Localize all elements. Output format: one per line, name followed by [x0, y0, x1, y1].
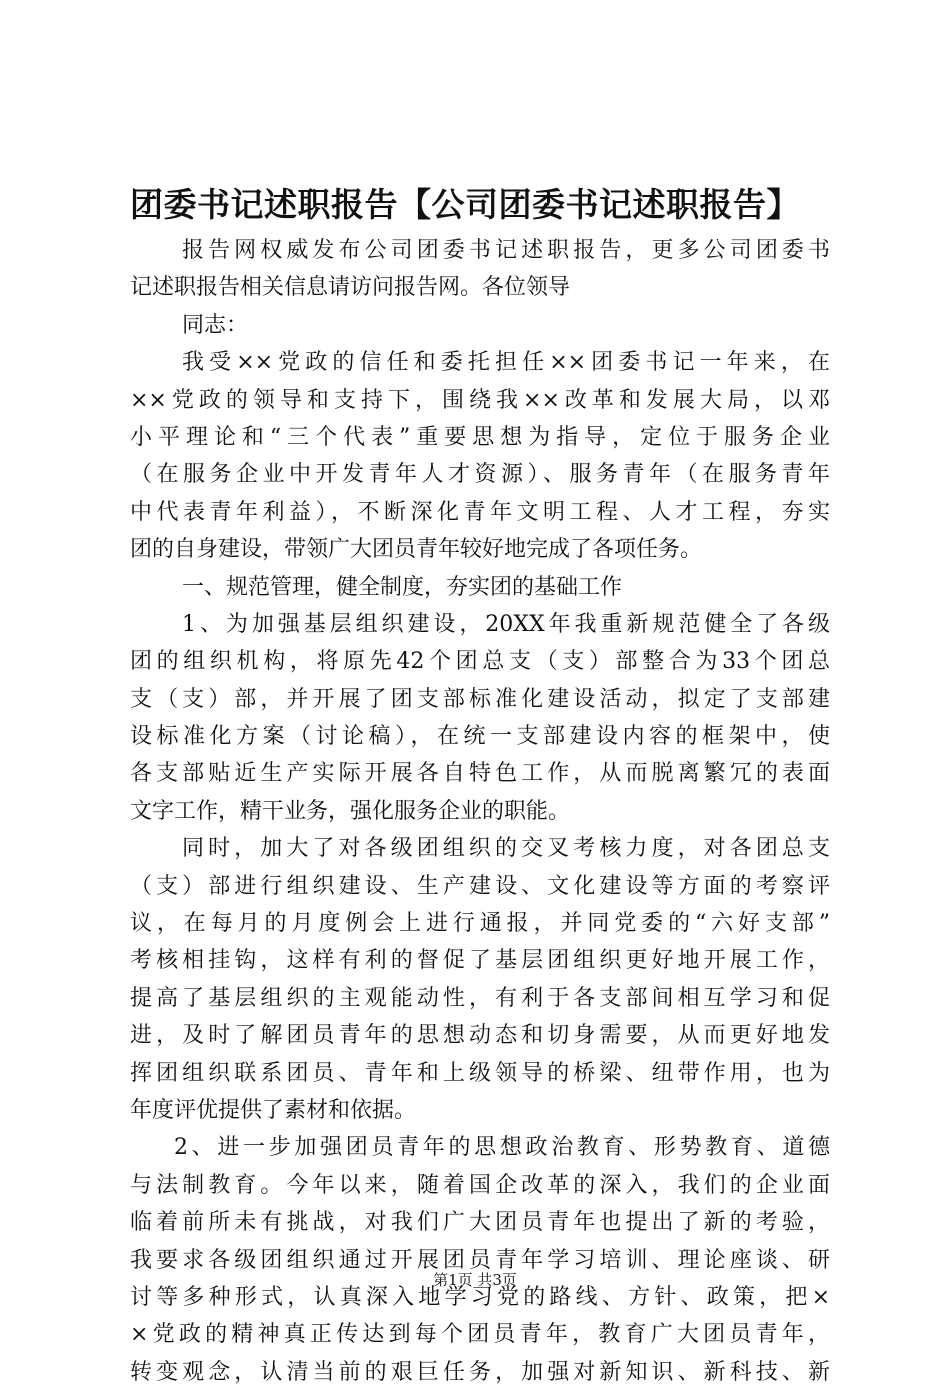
text-line: 我要求各级团组织通过开展团员青年学习培训、理论座谈、研 — [130, 1247, 830, 1273]
text-line: 挥团组织联系团员、青年和上级领导的桥梁、纽带作用，也为 — [130, 1060, 830, 1086]
text-line: 中代表青年利益），不断深化青年文明工程、人才工程，夯实 — [130, 499, 830, 525]
text-line: 提高了基层组织的主观能动性，有利于各支部间相互学习和促 — [130, 985, 830, 1011]
text-line: 我受××党政的信任和委托担任××团委书记一年来，在 — [182, 350, 830, 376]
text-line: 进，及时了解团员青年的思想动态和切身需要，从而更好地发 — [130, 1023, 830, 1049]
text-line: 与法制教育。今年以来，随着国企改革的深入，我们的企业面 — [130, 1172, 830, 1198]
text-line: 报告网权威发布公司团委书记述职报告，更多公司团委书 — [182, 238, 830, 263]
text-line: 支（支）部，并开展了团支部标准化建设活动，拟定了支部建 — [130, 686, 830, 712]
text-line: 同志： — [182, 312, 249, 338]
document-title: 团委书记述职报告【公司团委书记述职报告】 — [130, 185, 800, 224]
text-line: 文字工作，精干业务，强化服务企业的职能。 — [130, 798, 571, 824]
text-line: 设标准化方案（讨论稿），在统一支部建设内容的框架中，使 — [130, 724, 830, 750]
document-body — [130, 232, 830, 1391]
text-line: （在服务企业中开发青年人才资源）、服务青年（在服务青年 — [130, 462, 830, 488]
text-line: 考核相挂钩，这样有利的督促了基层团组织更好地开展工作， — [130, 948, 830, 974]
text-line: 团的自身建设，带领广大团员青年较好地完成了各项任务。 — [130, 537, 703, 563]
text-line: 团的组织机构，将原先42个团总支（支）部整合为33个团总 — [130, 649, 830, 675]
text-line: 临着前所未有挑战，对我们广大团员青年也提出了新的考验， — [130, 1210, 830, 1236]
text-line: 同时，加大了对各级团组织的交叉考核力度，对各团总支 — [182, 836, 830, 862]
page-footer: 第1页 共3页 — [433, 1271, 517, 1289]
text-line: 记述职报告相关信息请访问报告网。各位领导 — [130, 275, 571, 301]
text-line: 讨等多种形式，认真深入地学习党的路线、方针、政策，把× — [130, 1284, 830, 1310]
text-line: （支）部进行组织建设、生产建设、文化建设等方面的考察评 — [130, 873, 830, 899]
text-line: 2、进一步加强团员青年的思想政治教育、形势教育、道德 — [174, 1135, 830, 1161]
text-line: 各支部贴近生产实际开展各自特色工作，从而脱离繁冗的表面 — [130, 761, 830, 787]
text-line: 1、为加强基层组织建设，20XX年我重新规范健全了各级 — [182, 611, 830, 637]
text-line: 年度评优提供了素材和依据。 — [130, 1097, 417, 1123]
text-line: ×党政的精神真正传达到每个团员青年，教育广大团员青年， — [130, 1322, 830, 1348]
text-line: 转变观念，认清当前的艰巨任务，加强对新知识、新科技、新 — [130, 1359, 830, 1385]
text-line: ××党政的领导和支持下，围绕我××改革和发展大局，以邓 — [130, 387, 830, 413]
text-line: 议，在每月的月度例会上进行通报，并同党委的“六好支部” — [130, 911, 830, 937]
section-heading: 一、规范管理，健全制度，夯实团的基础工作 — [182, 574, 623, 600]
text-line: 小平理论和“三个代表”重要思想为指导，定位于服务企业 — [130, 424, 830, 450]
